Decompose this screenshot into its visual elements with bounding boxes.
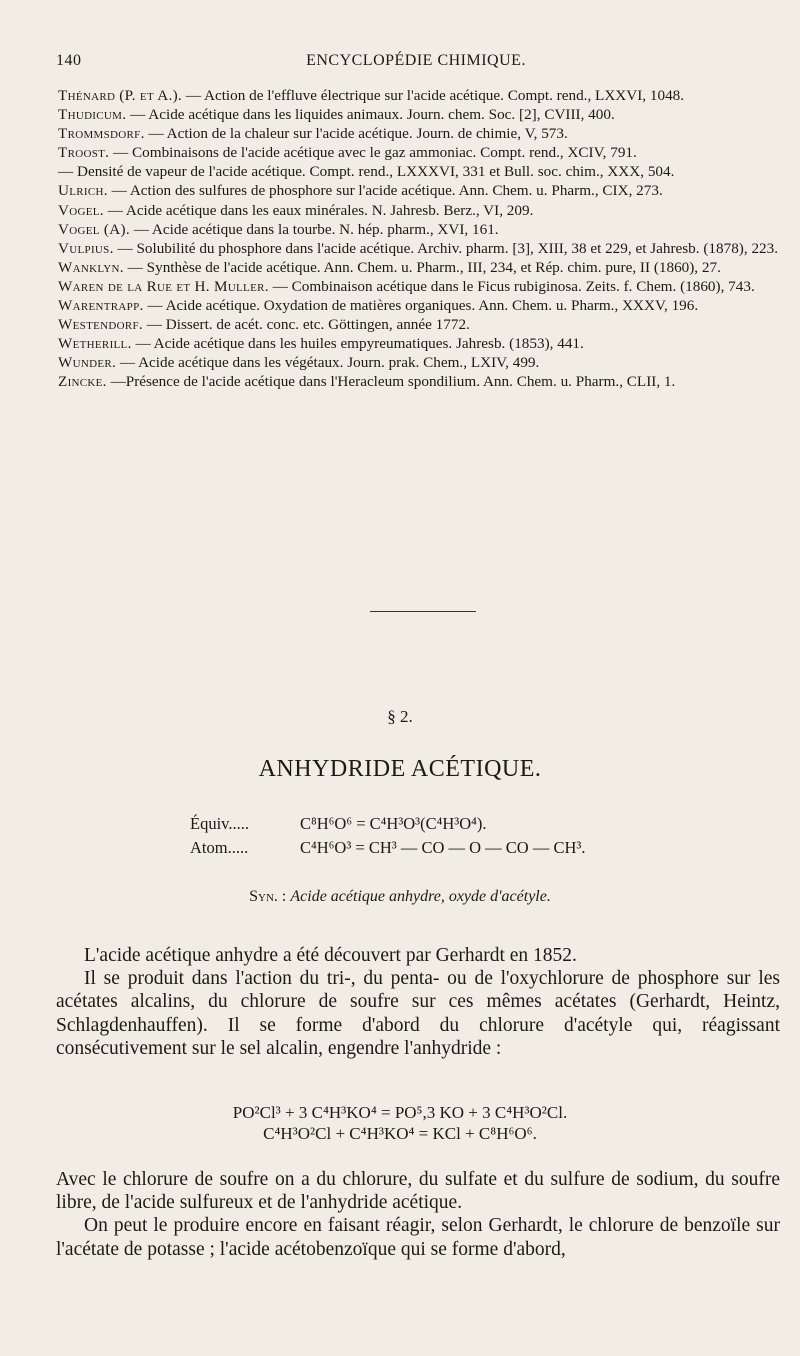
page-header xyxy=(56,52,776,76)
section-number: § 2. xyxy=(387,707,413,726)
entry-text: —Présence de l'acide acétique dans l'Heracleum spondilium. Ann. Chem. u. Pharm., CLII, 1. xyxy=(106,373,676,391)
paragraph: On peut le produire encore en faisant réagir, selon Gerhardt, le chlorure de benzoïle sur l'acétate de potasse ; l'acide acétobenzoïque qui se forme d'abord, xyxy=(56,1215,780,1260)
bibliography-entry xyxy=(58,86,780,105)
entry-author: Westendorf. xyxy=(58,316,143,334)
bibliography-entry xyxy=(58,143,780,162)
bibliography-list xyxy=(58,86,780,392)
entry-text: — Solubilité du phosphore dans l'acide acétique. Archiv. pharm. [3], XIII, 38 et 229, et Jahresb. (1878), 223. xyxy=(113,239,779,257)
body-text xyxy=(56,944,780,1060)
entry-author: Vulpius. xyxy=(58,239,114,257)
equation: C⁴H³O²Cl + C⁴H³KO⁴ = KCl + C⁸H⁶O⁶. xyxy=(263,1124,537,1143)
entry-text: — Action de la chaleur sur l'acide acétique. Journ. de chimie, V, 573. xyxy=(144,125,568,143)
entry-text: — Acide acétique dans les eaux minérales. N. Jahresb. Berz., VI, 209. xyxy=(103,201,534,219)
page-number: 140 xyxy=(56,52,82,69)
entry-author: Troost. xyxy=(58,144,110,162)
formula-value: C⁴H⁶O³ = CH³ — CO — O — CO — CH³. xyxy=(300,838,586,857)
bibliography-entry xyxy=(58,258,780,277)
synonym-label: Syn. xyxy=(249,888,278,905)
synonym-text: Acide acétique anhydre, oxyde d'acétyle. xyxy=(290,888,551,905)
formula-atomic xyxy=(190,838,730,862)
bibliography-entry xyxy=(58,315,780,334)
running-title: ENCYCLOPÉDIE CHIMIQUE. xyxy=(306,52,526,69)
entry-text: — Densité de vapeur de l'acide acétique. Compt. rend., LXXXVI, 331 et Bull. soc. chim., XXX, 504. xyxy=(58,163,675,181)
equation: PO²Cl³ + 3 C⁴H³KO⁴ = PO⁵,3 KO + 3 C⁴H³O²Cl. xyxy=(232,1103,568,1122)
formula-label: Atom..... xyxy=(190,838,249,857)
reaction-equations xyxy=(0,1102,800,1144)
entry-author: Vogel (A). xyxy=(58,220,130,238)
section-divider xyxy=(370,611,476,612)
bibliography-entry xyxy=(58,181,780,200)
entry-text: — Acide acétique. Oxydation de matières organiques. Ann. Chem. u. Pharm., XXXV, 196. xyxy=(143,297,699,315)
entry-author: Warentrapp. xyxy=(58,297,144,315)
entry-text: — Combinaison acétique dans le Ficus rubiginosa. Zeits. f. Chem. (1860), 743. xyxy=(268,277,755,295)
bibliography-entry xyxy=(58,162,780,181)
entry-author: Trommsdorf. xyxy=(58,125,145,143)
entry-text: — Acide acétique dans les végétaux. Journ. prak. Chem., LXIV, 499. xyxy=(116,354,540,372)
entry-text: — Acide acétique dans les huiles empyreumatiques. Jahresb. (1853), 441. xyxy=(131,335,584,353)
entry-author: Wunder. xyxy=(58,354,117,372)
bibliography-entry xyxy=(58,124,780,143)
bibliography-entry xyxy=(58,220,780,239)
bibliography-entry xyxy=(58,201,780,220)
bibliography-entry xyxy=(58,296,780,315)
entry-author: Wanklyn. xyxy=(58,258,124,276)
entry-text: — Acide acétique dans les liquides animaux. Journ. chem. Soc. [2], CVIII, 400. xyxy=(126,106,615,124)
bibliography-entry xyxy=(58,372,780,391)
entry-author: Vogel. xyxy=(58,201,104,219)
paragraph: L'acide acétique anhydre a été découvert par Gerhardt en 1852. xyxy=(84,945,577,966)
formula-label: Équiv..... xyxy=(190,814,249,833)
entry-text: — Combinaisons de l'acide acétique avec le gaz ammoniac. Compt. rend., XCIV, 791. xyxy=(109,144,637,162)
bibliography-entry xyxy=(58,277,780,296)
entry-text: — Action des sulfures de phosphore sur l'acide acétique. Ann. Chem. u. Pharm., CIX, 273. xyxy=(107,182,663,200)
bibliography-entry xyxy=(58,353,780,372)
entry-text: — Action de l'effluve électrique sur l'acide acétique. Compt. rend., LXXVI, 1048. xyxy=(182,87,685,104)
entry-text: — Synthèse de l'acide acétique. Ann. Chem. u. Pharm., III, 234, et Rép. chim. pure, II (1860), 27. xyxy=(123,258,721,276)
bibliography-entry xyxy=(58,105,780,124)
entry-author: Thudicum. xyxy=(58,106,127,124)
formula-equivalent xyxy=(190,814,730,838)
entry-author: Wetherill. xyxy=(58,335,132,353)
bibliography-entry xyxy=(58,334,780,353)
entry-author: Ulrich. xyxy=(58,182,108,200)
entry-text: — Dissert. de acét. conc. etc. Göttingen, année 1772. xyxy=(143,316,470,334)
section-title: ANHYDRIDE ACÉTIQUE. xyxy=(258,756,542,782)
entry-author: Zincke. xyxy=(58,373,107,391)
entry-author: Thénard (P. et A.). xyxy=(58,87,183,104)
entry-author: Waren de la Rue et H. Muller. xyxy=(58,277,269,295)
synonym-line: Syn. : Acide acétique anhydre, oxyde d'acétyle. xyxy=(249,888,551,905)
paragraph: Avec le chlorure de soufre on a du chlorure, du sulfate et du sulfure de sodium, du soufre libre, de l'acide sulfureux et de l'anhydride acétique. xyxy=(56,1169,780,1214)
body-text-continued xyxy=(56,1168,780,1261)
formula-value: C⁸H⁶O⁶ = C⁴H³O³(C⁴H³O⁴). xyxy=(300,814,487,833)
entry-text: — Acide acétique dans la tourbe. N. hép. pharm., XVI, 161. xyxy=(129,220,499,238)
paragraph: Il se produit dans l'action du tri-, du penta- ou de l'oxychlorure de phosphore sur les acétates alcalins, du chlorure de soufre sur ces mêmes acétates (Gerhardt, Heintz, Schlagdenhauffen). Il se forme d'abord du chlorure d'acétyle qui, réagissant consécutivement sur le sel alcalin, engendre l'anhydride : xyxy=(56,968,780,1059)
bibliography-entry xyxy=(58,239,780,258)
